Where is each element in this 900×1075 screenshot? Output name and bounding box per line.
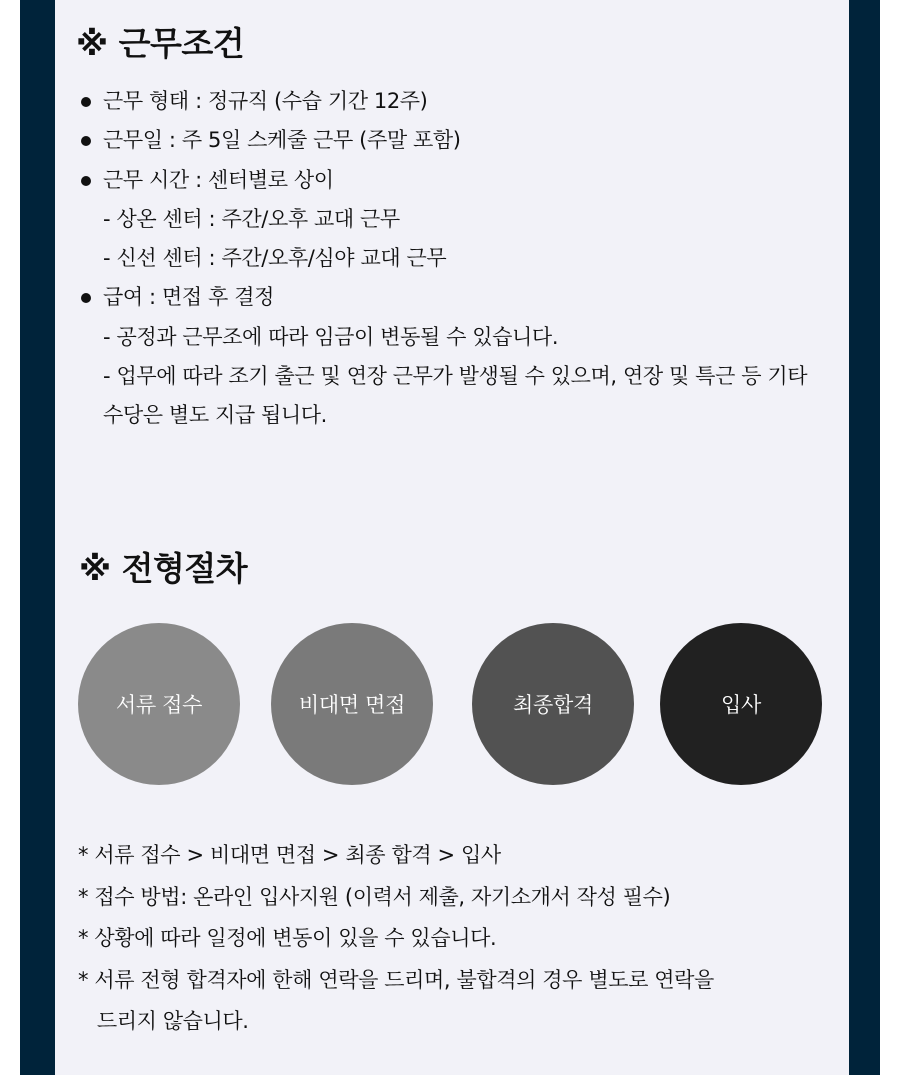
bullet-icon — [81, 293, 91, 303]
note-line: 드리지 않습니다. — [78, 1009, 249, 1033]
note-line: * 상황에 따라 일정에 변동이 있을 수 있습니다. — [78, 926, 497, 950]
condition-text: - 업무에 따라 조기 출근 및 연장 근무가 발생될 수 있으며, 연장 및 특근 등 기타 — [103, 364, 808, 389]
bullet-icon — [81, 176, 91, 186]
conditions-list — [78, 82, 818, 436]
conditions-title: ※ 근무조건 — [76, 24, 245, 63]
condition-subitem — [78, 318, 818, 357]
condition-text: 근무일 : 주 5일 스케줄 근무 (주말 포함) — [103, 128, 461, 153]
bullet-icon — [81, 97, 91, 107]
note-line: * 접수 방법: 온라인 입사지원 (이력서 제출, 자기소개서 작성 필수) — [78, 884, 671, 909]
condition-item — [78, 278, 818, 317]
note-line: * 서류 전형 합격자에 한해 연락을 드리며, 불합격의 경우 별도로 연락을 — [78, 967, 714, 992]
process-notes — [78, 835, 818, 1043]
condition-text: 급여 : 면접 후 결정 — [103, 285, 274, 310]
step-label: 최종합격 — [513, 693, 593, 717]
step-online-interview — [271, 623, 433, 785]
condition-text: - 상온 센터 : 주간/오후 교대 근무 — [103, 206, 400, 231]
step-joining — [660, 623, 822, 785]
condition-text: 근무 형태 : 정규직 (수습 기간 12주) — [103, 89, 428, 113]
bullet-icon — [81, 136, 91, 146]
condition-subitem — [78, 357, 818, 396]
step-final-pass — [472, 623, 634, 785]
condition-text: - 신선 센터 : 주간/오후/심야 교대 근무 — [103, 246, 447, 271]
step-label: 입사 — [721, 693, 761, 717]
process-title: ※ 전형절차 — [79, 549, 248, 588]
condition-item — [78, 82, 818, 121]
condition-text: 근무 시간 : 센터별로 상이 — [103, 167, 334, 192]
condition-item — [78, 121, 818, 160]
step-document-submission — [78, 623, 240, 785]
condition-text: 수당은 별도 지급 됩니다. — [103, 403, 327, 428]
condition-subitem — [78, 200, 818, 239]
condition-subitem — [78, 239, 818, 278]
condition-text: - 공정과 근무조에 따라 임금이 변동될 수 있습니다. — [103, 324, 559, 349]
note-line: * 서류 접수 > 비대면 면접 > 최종 합격 > 입사 — [78, 843, 501, 867]
step-label: 서류 접수 — [115, 693, 203, 717]
step-label: 비대면 면접 — [298, 693, 406, 717]
condition-item — [78, 161, 818, 200]
condition-subitem — [78, 396, 818, 435]
